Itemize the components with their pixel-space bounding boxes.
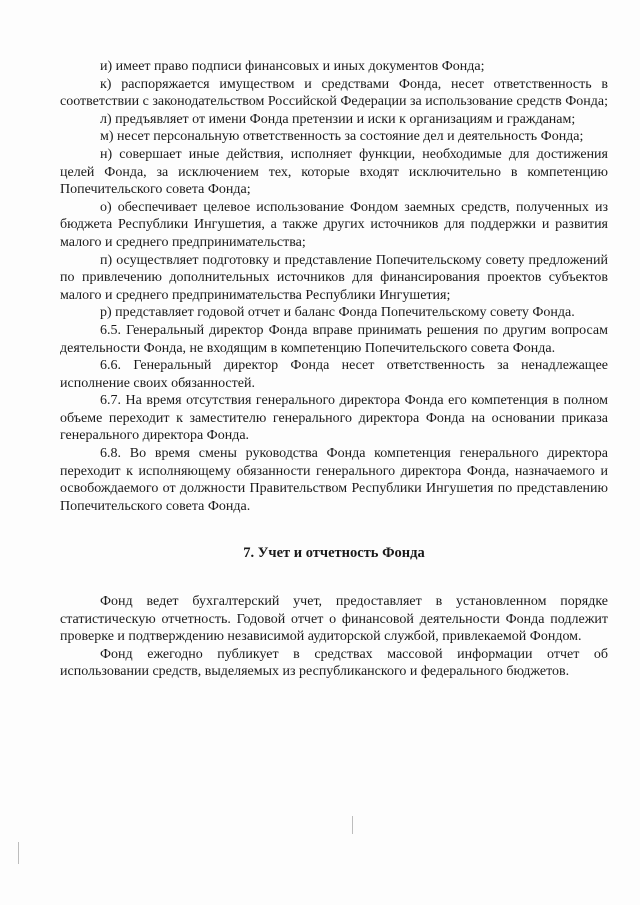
paragraph-item-o: о) обеспечивает целевое использование Фондом заемных средств, полученных из бюджета Республики Ингушетия, а также других источников для поддержки и развития малого и среднего предпринимательства; (60, 199, 608, 250)
paragraph-accounting: Фонд ведет бухгалтерский учет, предоставляет в установленном порядке статистическую отчетность. Годовой отчет о финансовой деятельности Фонда подлежит проверке и подтверждению независимой аудиторской службой, привлекаемой Фондом. (60, 594, 608, 645)
paragraph-6-5: 6.5. Генеральный директор Фонда вправе принимать решения по другим вопросам деятельности Фонда, не входящим в компетенцию Попечительского совета Фонда. (60, 322, 608, 356)
section-heading: 7. Учет и отчетность Фонда (243, 545, 425, 562)
paragraph-6-7: 6.7. На время отсутствия генерального директора Фонда его компетенция в полном объеме переходит к заместителю генерального директора Фонда на основании приказа генерального директора Фонда. (60, 393, 608, 444)
paragraph-item-n: н) совершает иные действия, исполняет функции, необходимые для достижения целей Фонда, за исключением тех, которые входят исключительно в компетенцию Попечительского совета Фонда; (60, 146, 608, 198)
paragraph-6-6: 6.6. Генеральный директор Фонда несет ответственность за ненадлежащее исполнение своих обязанностей. (60, 358, 608, 391)
scan-artifact-center (352, 816, 353, 834)
document-body (60, 58, 608, 681)
paragraph-item-p: п) осуществляет подготовку и представление Попечительскому совету предложений по привлечению дополнительных источников для финансирования проектов субъектов малого и среднего предпринимательства Республики Ингушетия; (60, 252, 608, 303)
paragraph-item-r: р) представляет годовой отчет и баланс Фонда Попечительскому совету Фонда. (100, 305, 575, 321)
paragraph-item-i: и) имеет право подписи финансовых и иных документов Фонда; (100, 59, 485, 74)
paragraph-item-k: к) распоряжается имуществом и средствами Фонда, несет ответственность в соответствии с законодательством Российской Федерации за использование средств Фонда; (60, 76, 608, 110)
paragraph-publication: Фонд ежегодно публикует в средствах массовой информации отчет об использовании средств, выделяемых из республиканского и федерального бюджетов. (60, 646, 608, 680)
scan-artifact-left (18, 842, 19, 864)
paragraph-item-m: м) несет персональную ответственность за состояние дел и деятельность Фонда; (100, 129, 584, 145)
paragraph-6-8: 6.8. Во время смены руководства Фонда компетенция генерального директора переходит к исполняющему обязанности генерального директора Фонда, назначаемого и освобождаемого от должности Правительством Республики Ингушетия по представлению Попечительского совета Фонда. (60, 446, 608, 514)
paragraph-item-l: л) предъявляет от имени Фонда претензии и иски к организациям и гражданам; (100, 111, 576, 127)
